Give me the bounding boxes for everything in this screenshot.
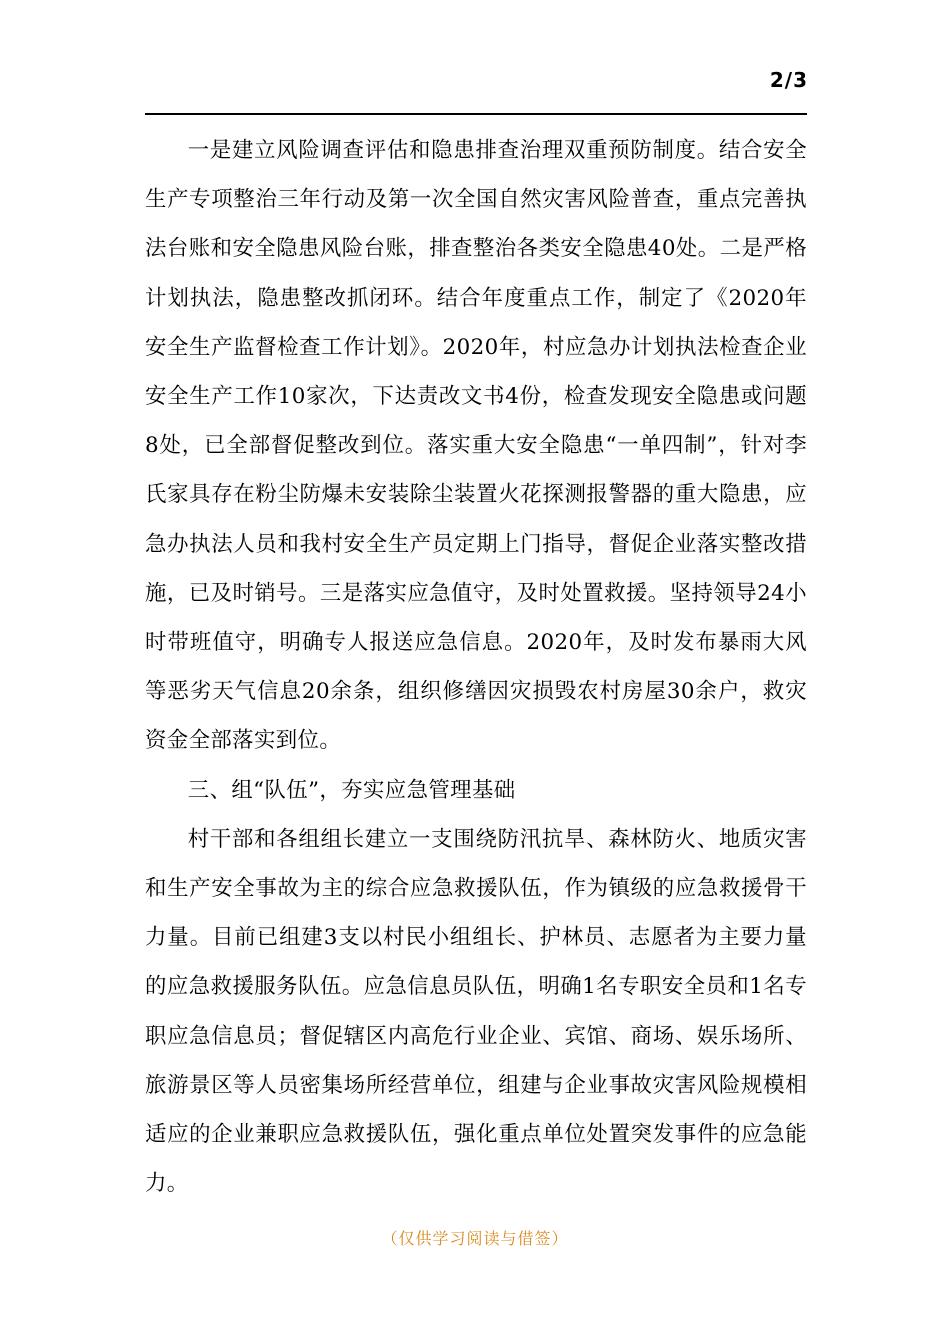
page-number: 2/3 — [769, 68, 808, 92]
footer-note: （仅供学习阅读与借签） — [381, 1229, 569, 1248]
paragraph-risk-prevention: 一是建立风险调查评估和隐患排查治理双重预防制度。结合安全生产专项整治三年行动及第一次全国自然灾害风险普查，重点完善执法台账和安全隐患风险台账，排查整治各类安全隐患40处。二是严格计划执法，隐患整改抓闭环。结合年度重点工作，制定了《2020年安全生产监督检查工作计划》。2020年，村应急办计划执法检查企业安全生产工作10家次，下达责改文书4份，检查发现安全隐患或问题8处，已全部督促整改到位。落实重大安全隐患“一单四制”，针对李氏家具存在粉尘防爆未安装除尘装置火花探测报警器的重大隐患，应急办执法人员和我村安全生产员定期上门指导，督促企业落实整改措施，已及时销号。三是落实应急值守，及时处置救援。坚持领导24小时带班值守，明确专人报送应急信息。2020年，及时发布暴雨大风等恶劣天气信息20余条，组织修缮因灾损毁农村房屋30余户，救灾资金全部落实到位。 — [145, 138, 807, 754]
document-body — [145, 126, 807, 1208]
section-heading-team: 三、组“队伍”，夯实应急管理基础 — [187, 777, 516, 803]
header-rule — [145, 113, 807, 115]
paragraph-rescue-team: 村干部和各组组长建立一支围绕防汛抗旱、森林防火、地质灾害和生产安全事故为主的综合应急救援队伍，作为镇级的应急救援骨干力量。目前已组建3支以村民小组组长、护林员、志愿者为主要力量的应急救援服务队伍。应急信息员队伍，明确1名专职安全员和1名专职应急信息员；督促辖区内高危行业企业、宾馆、商场、娱乐场所、旅游景区等人员密集场所经营单位，组建与企业事故灾害风险规模相适应的企业兼职应急救援队伍，强化重点单位处置突发事件的应急能力。 — [145, 826, 807, 1197]
